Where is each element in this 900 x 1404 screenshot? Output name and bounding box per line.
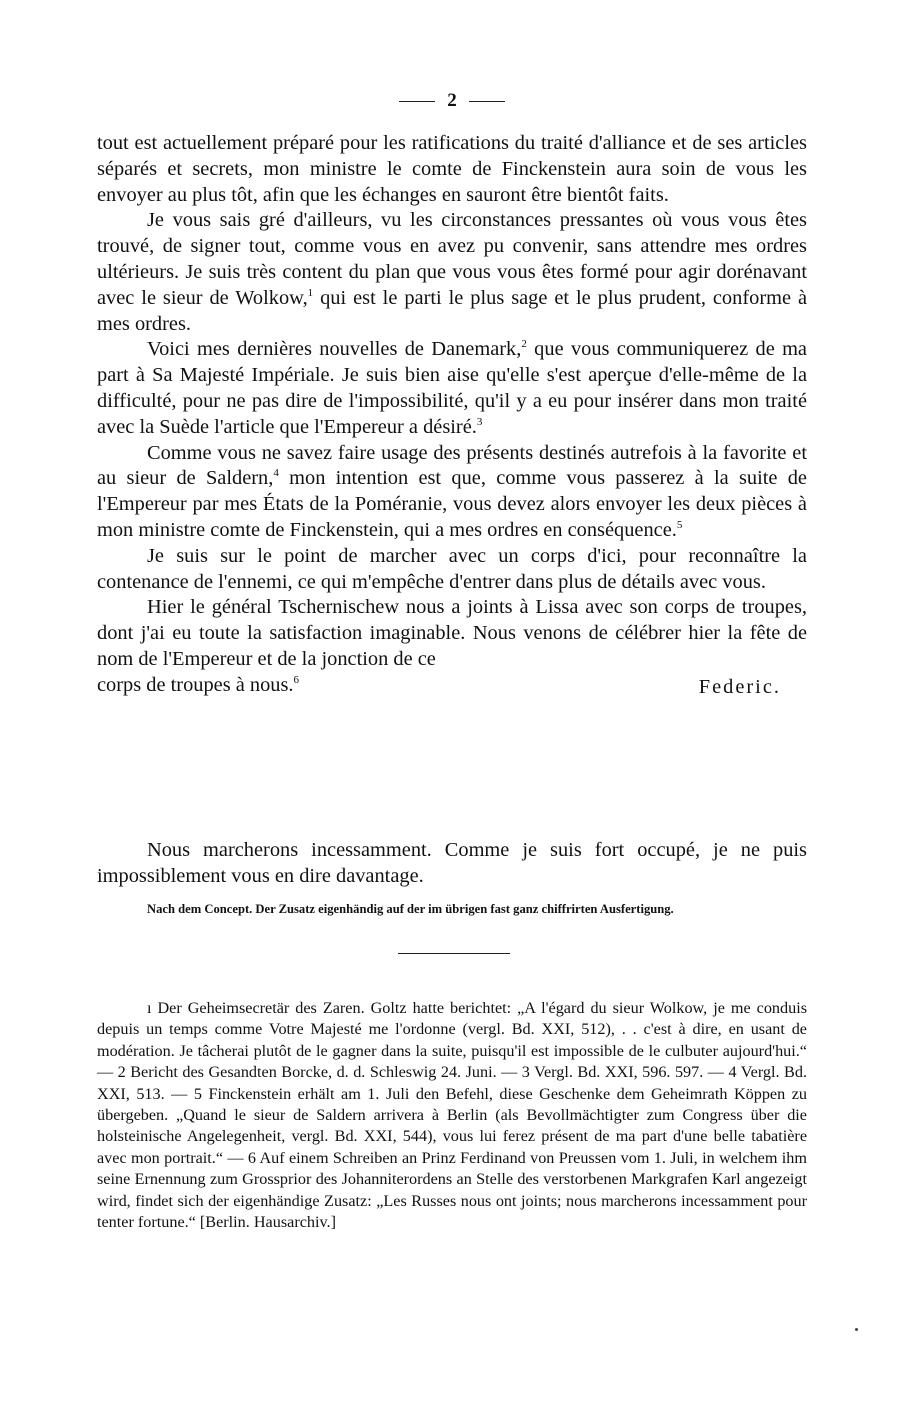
paragraph-2 xyxy=(97,208,807,337)
paragraph-6: Hier le général Tschernischew nous a joints à Lissa avec son corps de troupes, dont j'ai eu toute la satisfaction imaginable. Nous venons de célébrer hier la fête de nom de l'Empereur et de la jonction de ce xyxy=(97,596,807,670)
signature: Federic. xyxy=(698,675,781,698)
paragraph-3-text-b: que vous communiquerez de ma part à Sa Majesté Impériale. Je suis bien aise qu'elle s'est aperçue d'elle-même de la difficulté, pour ne pas dire de l'impossibilité, qu'il y a eu pour insérer dans mon traité avec la Suède l'article que l'Empereur a désiré. xyxy=(97,338,807,438)
paragraph-4 xyxy=(97,441,807,544)
page-header xyxy=(387,86,517,116)
source-note-text: Nach dem Concept. Der Zusatz eigenhändig auf der im übrigen fast ganz chiffrirten Ausfertigung. xyxy=(147,902,674,916)
postscript-text: Nous marcherons incessamment. Comme je suis fort occupé, je ne puis impossiblement vous en dire davantage. xyxy=(97,839,807,887)
footnotes xyxy=(97,998,807,1233)
postscript xyxy=(97,837,807,889)
paragraph-3-text-a: Voici mes dernières nouvelles de Danemark, xyxy=(147,338,522,361)
footnote-ref-1: 1 xyxy=(307,286,314,299)
letter-body xyxy=(97,131,807,699)
paragraph-1: tout est actuellement préparé pour les ratifications du traité d'alliance et de ses articles séparés et secrets, mon ministre le comte de Finckenstein aura soin de vous les envoyer au plus tôt, afin que les échanges en sauront être bientôt faits. xyxy=(97,132,807,206)
footnote-ref-6: 6 xyxy=(293,673,299,686)
closing-line xyxy=(97,673,807,699)
page-number: 2 xyxy=(447,90,457,111)
footnote-ref-4: 4 xyxy=(273,467,279,480)
paragraph-4-text-b: mon intention est que, comme vous passerez à la suite de l'Empereur par mes États de la Poméranie, vous devez alors envoyer les deux pièces à mon ministre comte de Finckenstein, qui a mes ordres en conséquence. xyxy=(97,467,807,541)
footnote-ref-2: 2 xyxy=(521,338,527,351)
footnotes-text: ı Der Geheimsecretär des Zaren. Goltz hatte berichtet: „A l'égard du sieur Wolkow, je me conduis depuis un temps comme Votre Majesté me l'ordonne (vergl. Bd. XXI, 512), . . c'est à dire, en usant de modération. Je tâcherai plutôt de le gagner dans la suite, puisqu'il est impossible de le culbuter aujourd'hui.“ — 2 Bericht des Gesandten Borcke, d. d. Schleswig 24. Juni. — 3 Vergl. Bd. XXI, 596. 597. — 4 Vergl. Bd. XXI, 513. — 5 Finckenstein erhält am 1. Juli den Befehl, diese Geschenke dem Geheimrath Köppen zu übergeben. „Quand le sieur de Saldern arrivera à Berlin (als Bevollmächtigter zum Congress über die holsteinische Angelegenheit, vergl. Bd. XXI, 544), vous lui ferez présent de ma part d'une belle tabatière avec mon portrait.“ — 6 Auf einem Schreiben an Prinz Ferdinand von Preussen vom 1. Juli, in welchem ihm seine Ernennung zum Grossprior des Johanniterordens an Stelle des verstorbenen Markgrafen Karl angezeigt wird, findet sich der eigenhändige Zusatz: „Les Russes nous ont joints; nous marcherons incessamment pour tenter fortune.“ [Berlin. Hausarchiv.] xyxy=(97,999,807,1232)
paragraph-4-text-a: Comme vous ne savez faire usage des présents destinés autrefois à la favorite et au sieur de Saldern, xyxy=(97,441,807,490)
paragraph-2-text-b: qui est le parti le plus sage et le plus prudent, conforme à mes ordres. xyxy=(97,286,807,335)
paragraph-2-text-a: Je vous sais gré d'ailleurs, vu les circonstances pressantes où vous vous êtes trouvé, de signer tout, comme vous en avez pu convenir, sans attendre mes ordres ultérieurs. Je suis très content du plan que vous vous êtes formé pour agir dorénavant avec le sieur de Wolkow, xyxy=(97,209,807,309)
closing-text: corps de troupes à nous. xyxy=(97,673,294,696)
header-rule-right xyxy=(469,101,505,102)
header-rule-left xyxy=(399,101,435,102)
print-speck xyxy=(855,1328,858,1331)
footnote-ref-3: 3 xyxy=(476,415,483,428)
footnote-ref-5: 5 xyxy=(676,518,683,531)
paragraph-3 xyxy=(97,337,807,440)
section-divider xyxy=(398,953,510,954)
source-note xyxy=(97,901,807,918)
paragraph-5: Je suis sur le point de marcher avec un corps d'ici, pour reconnaître la contenance de l'ennemi, ce qui m'empêche d'entrer dans plus de détails avec vous. xyxy=(97,544,807,593)
